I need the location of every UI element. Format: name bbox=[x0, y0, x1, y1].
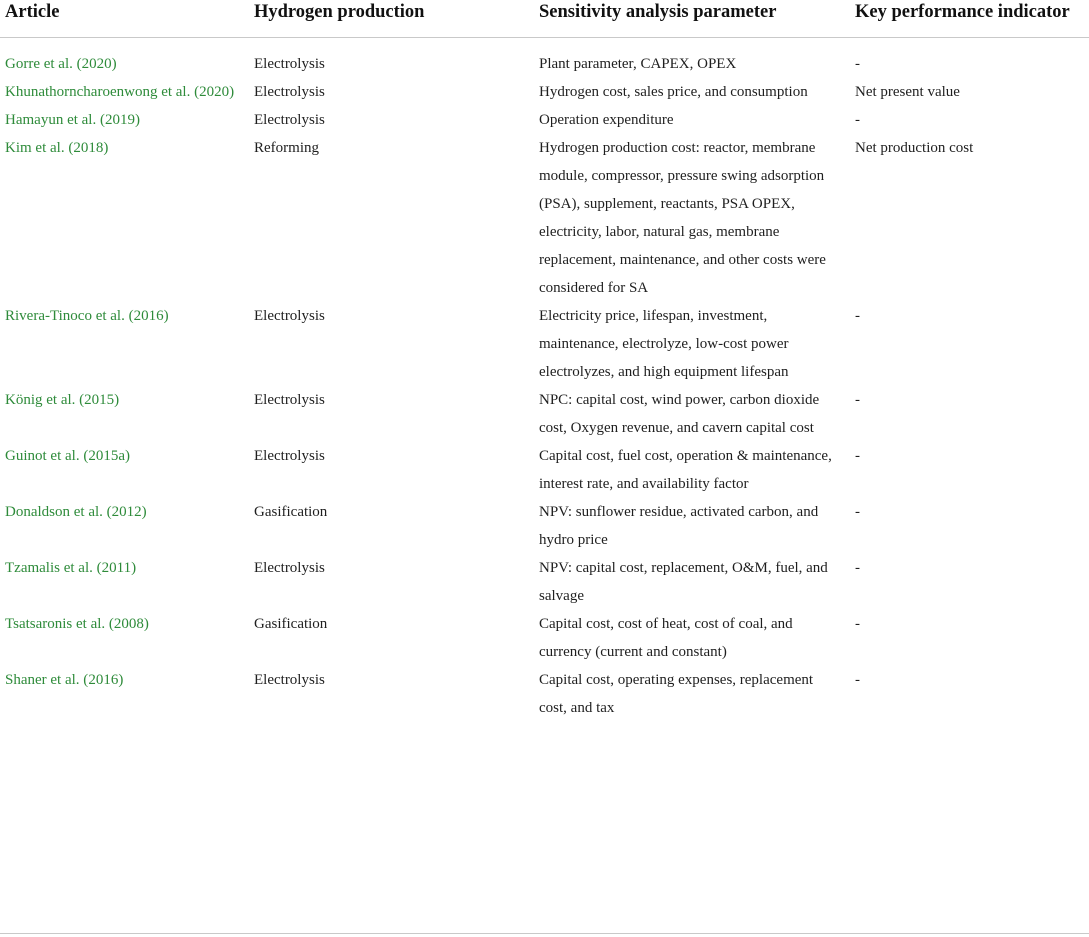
table-row bbox=[0, 106, 1089, 134]
table-row bbox=[0, 442, 1089, 498]
cell-sensitivity-parameter: Plant parameter, CAPEX, OPEX bbox=[539, 56, 737, 72]
table-bottom-rule bbox=[0, 933, 1089, 934]
article-year-link[interactable]: 2012 bbox=[111, 504, 142, 520]
cell-kpi: Net production cost bbox=[855, 140, 974, 156]
cell-article bbox=[0, 106, 249, 134]
header-kpi: Key performance indicator bbox=[855, 2, 1070, 22]
article-citation-close: ) bbox=[111, 56, 117, 72]
cell-kpi: - bbox=[855, 504, 860, 520]
cell-sensitivity-parameter: Hydrogen production cost: reactor, membrane module, compressor, pressure swing adsorption (PSA), supplement, reactants, PSA OPEX, electricity, labor, natural gas, membrane replacement, maintenance, and other costs were considered for SA bbox=[539, 140, 826, 296]
table-row bbox=[0, 302, 1089, 386]
header-row bbox=[0, 0, 1089, 38]
cell-kpi: - bbox=[855, 672, 860, 688]
article-citation-close: ) bbox=[143, 616, 149, 632]
cell-article bbox=[0, 134, 249, 302]
article-author-link[interactable]: Donaldson et al. ( bbox=[5, 504, 112, 520]
table-row bbox=[0, 554, 1089, 610]
article-author-link[interactable]: König et al. ( bbox=[5, 392, 85, 408]
cell-sensitivity-parameter: Capital cost, cost of heat, cost of coal, and currency (current and constant) bbox=[539, 616, 793, 660]
article-author-link[interactable]: Tzamalis et al. ( bbox=[5, 560, 102, 576]
cell-sensitivity-parameter: Capital cost, operating expenses, replacement cost, and tax bbox=[539, 672, 814, 716]
article-author-link[interactable]: Shaner et al. ( bbox=[5, 672, 89, 688]
article-author-link[interactable]: Tsatsaronis et al. ( bbox=[5, 616, 114, 632]
article-citation-close: ) bbox=[131, 560, 137, 576]
cell-sensitivity-parameter: Electricity price, lifespan, investment, maintenance, electrolyze, low-cost power electrolyzes, and high equipment lifespan bbox=[539, 308, 789, 380]
article-year-link[interactable]: 2015 bbox=[84, 392, 115, 408]
cell-hydrogen-production: Gasification bbox=[254, 616, 328, 632]
table-header bbox=[0, 0, 1089, 38]
article-year-link[interactable]: 2015a bbox=[88, 448, 125, 464]
cell-hydrogen-production: Electrolysis bbox=[254, 392, 325, 408]
cell-sensitivity-parameter: NPV: sunflower residue, activated carbon, and hydro price bbox=[539, 504, 819, 548]
cell-article bbox=[0, 302, 249, 386]
article-year-link[interactable]: 2008 bbox=[113, 616, 144, 632]
table-row bbox=[0, 38, 1089, 79]
cell-kpi: - bbox=[855, 560, 860, 576]
cell-article bbox=[0, 610, 249, 666]
cell-kpi: - bbox=[855, 112, 860, 128]
cell-sensitivity-parameter: NPV: capital cost, replacement, O&M, fuel, and salvage bbox=[539, 560, 828, 604]
cell-hydrogen-production: Reforming bbox=[254, 140, 319, 156]
cell-article bbox=[0, 386, 249, 442]
article-author-link[interactable]: Khunathorncharoenwong et al. ( bbox=[5, 84, 200, 100]
table-row bbox=[0, 134, 1089, 302]
cell-sensitivity-parameter: Operation expenditure bbox=[539, 112, 674, 128]
article-author-link[interactable]: Kim et al. ( bbox=[5, 140, 74, 156]
cell-hydrogen-production: Electrolysis bbox=[254, 84, 325, 100]
article-author-link[interactable]: Gorre et al. ( bbox=[5, 56, 82, 72]
cell-hydrogen-production: Electrolysis bbox=[254, 672, 325, 688]
cell-kpi: Net present value bbox=[855, 84, 960, 100]
table-body bbox=[0, 38, 1089, 723]
article-citation-close: ) bbox=[163, 308, 169, 324]
cell-hydrogen-production: Electrolysis bbox=[254, 308, 325, 324]
article-citation-close: ) bbox=[125, 448, 130, 464]
cell-hydrogen-production: Electrolysis bbox=[254, 560, 325, 576]
article-citation-close: ) bbox=[229, 84, 235, 100]
article-year-link[interactable]: 2020 bbox=[81, 56, 112, 72]
cell-hydrogen-production: Gasification bbox=[254, 504, 328, 520]
cell-kpi: - bbox=[855, 392, 860, 408]
article-year-link[interactable]: 2019 bbox=[104, 112, 135, 128]
article-citation-close: ) bbox=[103, 140, 109, 156]
cell-kpi: - bbox=[855, 448, 860, 464]
cell-sensitivity-parameter: Capital cost, fuel cost, operation & maintenance, interest rate, and availability factor bbox=[539, 448, 832, 492]
article-author-link[interactable]: Hamayun et al. ( bbox=[5, 112, 105, 128]
cell-article bbox=[0, 666, 249, 722]
cell-article bbox=[0, 78, 249, 106]
article-year-link[interactable]: 2020 bbox=[199, 84, 230, 100]
table-row bbox=[0, 78, 1089, 106]
cell-article bbox=[0, 498, 249, 554]
cell-kpi: - bbox=[855, 56, 860, 72]
cell-hydrogen-production: Electrolysis bbox=[254, 448, 325, 464]
article-author-link[interactable]: Guinot et al. ( bbox=[5, 448, 89, 464]
table-row bbox=[0, 666, 1089, 722]
cell-sensitivity-parameter: NPC: capital cost, wind power, carbon dioxide cost, Oxygen revenue, and cavern capital cost bbox=[539, 392, 820, 436]
article-year-link[interactable]: 2018 bbox=[73, 140, 104, 156]
header-article: Article bbox=[5, 2, 60, 22]
article-citation-close: ) bbox=[141, 504, 147, 520]
cell-article bbox=[0, 442, 249, 498]
article-citation-close: ) bbox=[134, 112, 140, 128]
article-citation-close: ) bbox=[118, 672, 124, 688]
article-year-link[interactable]: 2016 bbox=[133, 308, 164, 324]
article-year-link[interactable]: 2016 bbox=[88, 672, 119, 688]
cell-kpi: - bbox=[855, 616, 860, 632]
cell-sensitivity-parameter: Hydrogen cost, sales price, and consumption bbox=[539, 84, 808, 100]
cell-article bbox=[0, 554, 249, 610]
article-author-link[interactable]: Rivera-Tinoco et al. ( bbox=[5, 308, 134, 324]
header-hydrogen-production: Hydrogen production bbox=[254, 2, 425, 22]
article-citation-close: ) bbox=[114, 392, 120, 408]
table-row bbox=[0, 498, 1089, 554]
cell-kpi: - bbox=[855, 308, 860, 324]
table-row bbox=[0, 610, 1089, 666]
article-year-link[interactable]: 2011 bbox=[101, 560, 132, 576]
cell-hydrogen-production: Electrolysis bbox=[254, 56, 325, 72]
header-sensitivity-parameter: Sensitivity analysis parameter bbox=[539, 2, 777, 22]
cell-hydrogen-production: Electrolysis bbox=[254, 112, 325, 128]
table-row bbox=[0, 386, 1089, 442]
cell-article bbox=[0, 38, 249, 79]
